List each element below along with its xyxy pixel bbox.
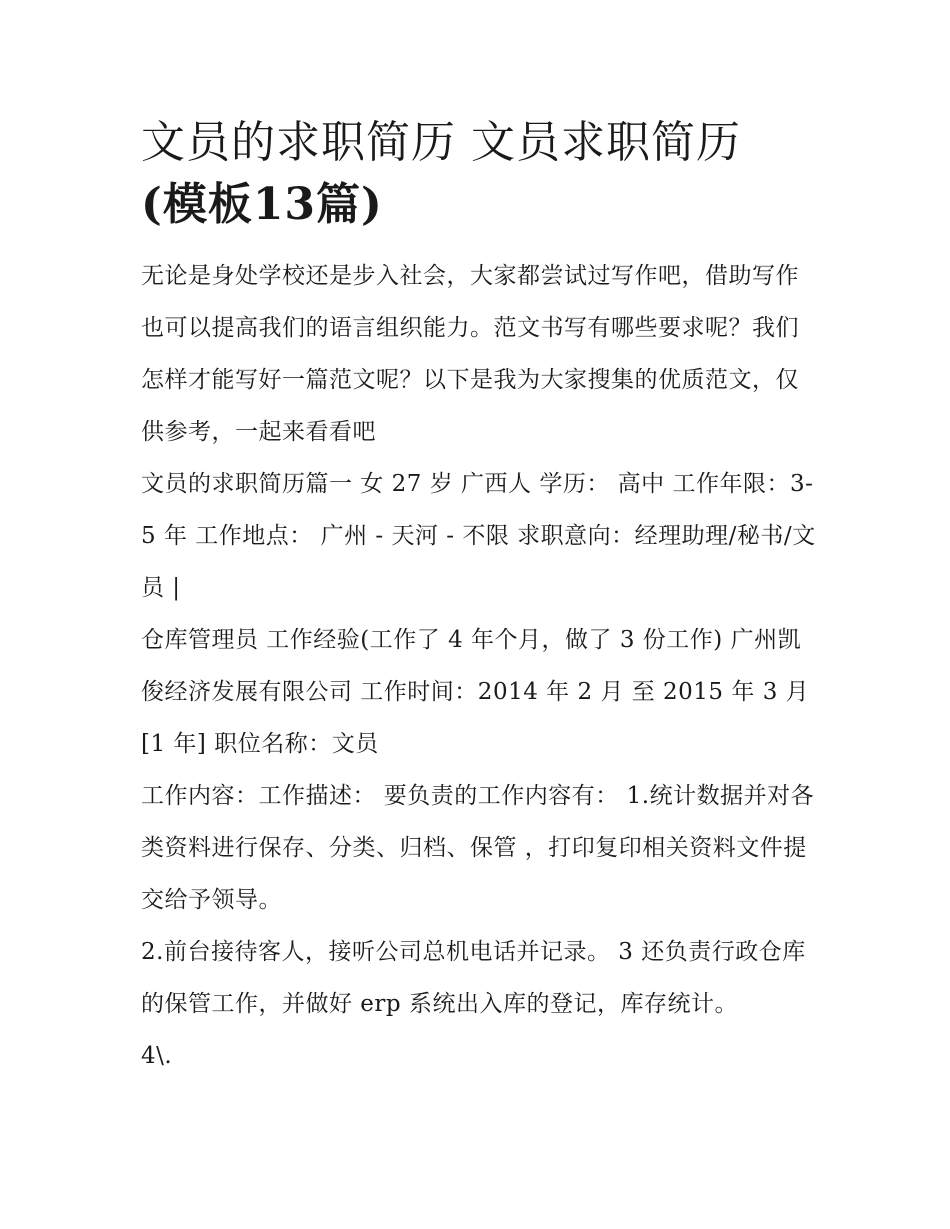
list-item-4-paragraph: 4\. [141,1043,173,1069]
document-body [141,112,821,1082]
resume-basic-info-paragraph: 文员的求职简历篇一 女 27 岁 广西人 学历： 高中 工作年限：3-5 年 工作地点： 广州 - 天河 - 不限 求职意向：经理助理/秘书/文员 | [141,471,816,601]
job-content-paragraph: 工作内容：工作描述： 要负责的工作内容有： 1.统计数据并对各类资料进行保存、分类、归档、保管 ，打印复印相关资料文件提交给予领导。 [141,783,815,913]
document-title [141,112,821,236]
job-duties-paragraph: 2.前台接待客人，接听公司总机电话并记录。 3 还负责行政仓库的保管工作，并做好 erp 系统出入库的登记，库存统计。 [141,939,806,1017]
intro-paragraph: 无论是身处学校还是步入社会，大家都尝试过写作吧，借助写作也可以提高我们的语言组织能力。范文书写有哪些要求呢？我们怎样才能写好一篇范文呢？以下是我为大家搜集的优质范文，仅供参考，一起来看看吧 [141,263,799,445]
title-line-2: (模板13篇) [141,179,383,230]
title-line-1: 文员的求职简历 文员求职简历 [141,117,741,168]
work-experience-paragraph: 仓库管理员 工作经验(工作了 4 年个月，做了 3 份工作) 广州凯俊经济发展有限公司 工作时间：2014 年 2 月 至 2015 年 3 月[1 年] 职位名称：文员 [141,627,810,757]
